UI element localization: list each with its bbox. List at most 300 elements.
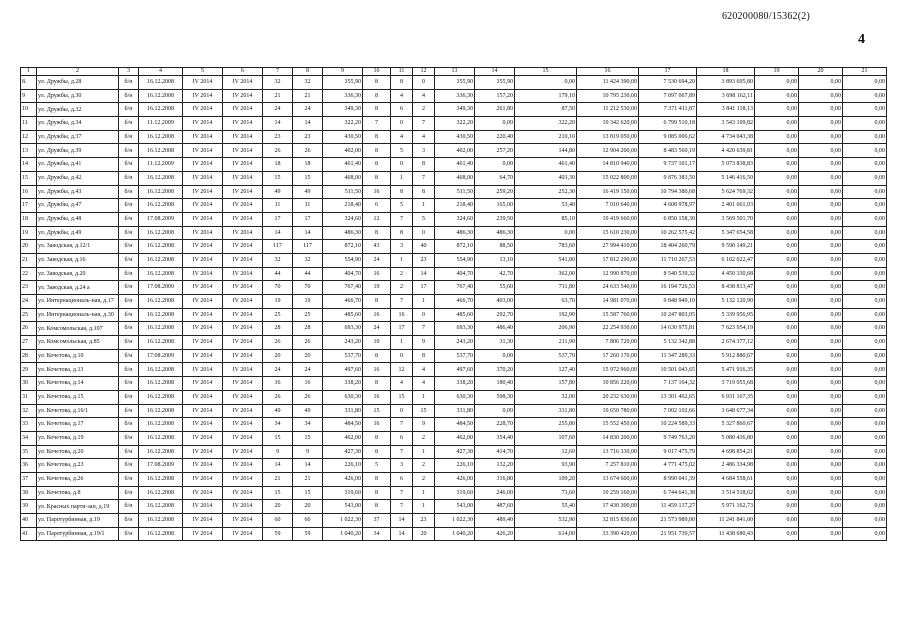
- table-cell: IV 2014: [183, 336, 223, 350]
- table-cell: 34: [363, 527, 391, 541]
- table-cell: 10 650 780,00: [577, 404, 639, 418]
- table-cell: б/н: [119, 404, 139, 418]
- table-cell: 0,00: [843, 103, 887, 117]
- table-cell: 107,60: [515, 431, 577, 445]
- table-cell: 0,00: [843, 281, 887, 295]
- table-cell: IV 2014: [183, 514, 223, 528]
- table-cell: 872,10: [435, 240, 475, 254]
- table-cell: 322,20: [515, 117, 577, 131]
- table-cell: 218,40: [323, 199, 363, 213]
- table-cell: 0: [413, 76, 435, 90]
- table-cell: 0,00: [799, 459, 843, 473]
- table-cell: 63,70: [515, 295, 577, 309]
- table-cell: 6 850 158,30: [639, 212, 697, 226]
- table-cell: 165,00: [475, 199, 515, 213]
- table-cell: 0,00: [475, 404, 515, 418]
- table-cell: 192,90: [515, 308, 577, 322]
- table-cell: 511,50: [435, 185, 475, 199]
- table-cell: 693,30: [323, 322, 363, 336]
- address-cell: ул. Дружбы, д.39: [37, 144, 119, 158]
- table-cell: 362,00: [515, 267, 577, 281]
- table-cell: 0,00: [799, 527, 843, 541]
- table-cell: 20: [263, 349, 293, 363]
- table-cell: 8.: [21, 76, 37, 90]
- table-cell: 11 438 680,43: [697, 527, 755, 541]
- column-header-17: 17: [639, 68, 697, 76]
- table-cell: б/н: [119, 459, 139, 473]
- table-cell: 8: [363, 349, 391, 363]
- table-cell: 12: [391, 363, 413, 377]
- table-cell: 15: [263, 486, 293, 500]
- table-cell: 32: [263, 253, 293, 267]
- table-cell: 70: [293, 281, 323, 295]
- table-cell: 0,00: [799, 253, 843, 267]
- table-cell: 0: [413, 308, 435, 322]
- table-cell: 14: [293, 459, 323, 473]
- table-cell: 210,10: [515, 130, 577, 144]
- table-cell: 17: [263, 212, 293, 226]
- address-cell: ул. Дружбы, д.43: [37, 185, 119, 199]
- address-cell: ул. Красных парти-зан, д.19: [37, 500, 119, 514]
- table-cell: IV 2014: [183, 308, 223, 322]
- table-cell: 14: [21, 158, 37, 172]
- table-cell: 0,00: [755, 253, 799, 267]
- address-cell: ул. Дружбы, д.48: [37, 212, 119, 226]
- table-cell: 0,00: [755, 390, 799, 404]
- table-cell: 22: [21, 267, 37, 281]
- table-cell: 0,00: [755, 171, 799, 185]
- table-cell: 7 257 810,00: [577, 459, 639, 473]
- table-cell: 355,90: [435, 76, 475, 90]
- table-cell: 16.12.2008: [139, 431, 183, 445]
- table-cell: 17: [21, 199, 37, 213]
- table-cell: 0,00: [843, 130, 887, 144]
- table-cell: 338,20: [435, 377, 475, 391]
- table-cell: 324,60: [323, 212, 363, 226]
- table-cell: 7: [391, 500, 413, 514]
- table-cell: 711,80: [515, 281, 577, 295]
- table-cell: 32,00: [515, 390, 577, 404]
- table-cell: 7 002 102,66: [639, 404, 697, 418]
- table-cell: 27 994 410,00: [577, 240, 639, 254]
- table-cell: 6 102 022,47: [697, 253, 755, 267]
- table-cell: IV 2014: [223, 267, 263, 281]
- table-cell: 319,60: [435, 486, 475, 500]
- table-cell: 8: [363, 486, 391, 500]
- address-cell: ул. Интернациональ-ная, д.17: [37, 295, 119, 309]
- table-cell: 20: [263, 500, 293, 514]
- address-cell: ул. Кочетова, д.16/1: [37, 404, 119, 418]
- table-cell: 0,00: [843, 472, 887, 486]
- table-cell: б/н: [119, 445, 139, 459]
- table-cell: б/н: [119, 418, 139, 432]
- table-cell: 17.08.2009: [139, 349, 183, 363]
- table-cell: 5 339 956,95: [697, 308, 755, 322]
- table-cell: IV 2014: [223, 253, 263, 267]
- column-header-8: 8: [293, 68, 323, 76]
- table-cell: 243,20: [323, 336, 363, 350]
- table-cell: 6: [391, 431, 413, 445]
- table-cell: 0,00: [755, 514, 799, 528]
- address-cell: ул. Комсомольская, д.85: [37, 336, 119, 350]
- table-cell: 0,00: [799, 130, 843, 144]
- table-cell: 4 734 043,38: [697, 130, 755, 144]
- table-cell: 0,00: [755, 377, 799, 391]
- table-cell: 630,30: [435, 390, 475, 404]
- table-cell: 8: [363, 103, 391, 117]
- table-cell: 322,20: [435, 117, 475, 131]
- table-cell: 537,70: [515, 349, 577, 363]
- table-cell: 9 848 949,10: [639, 295, 697, 309]
- table-cell: 132,20: [475, 459, 515, 473]
- table-cell: 7: [391, 295, 413, 309]
- table-cell: IV 2014: [223, 418, 263, 432]
- table-cell: 14: [263, 459, 293, 473]
- table-row: [21, 295, 887, 309]
- table-cell: IV 2014: [183, 103, 223, 117]
- table-cell: 3 841 118,13: [697, 103, 755, 117]
- table-cell: IV 2014: [183, 322, 223, 336]
- table-cell: 461,40: [515, 158, 577, 172]
- table-cell: 15: [363, 404, 391, 418]
- table-cell: IV 2014: [223, 117, 263, 131]
- table-cell: 59: [293, 527, 323, 541]
- table-cell: 1: [413, 445, 435, 459]
- table-cell: 179,10: [515, 89, 577, 103]
- table-cell: 630,30: [323, 390, 363, 404]
- table-cell: 1 022,30: [435, 514, 475, 528]
- table-cell: 292,70: [475, 308, 515, 322]
- table-row: [21, 459, 887, 473]
- table-cell: 0,00: [843, 308, 887, 322]
- table-row: [21, 185, 887, 199]
- table-cell: 17 812 290,00: [577, 253, 639, 267]
- column-header-14: 14: [475, 68, 515, 76]
- table-cell: 486,30: [475, 226, 515, 240]
- table-cell: 55,40: [515, 500, 577, 514]
- table-cell: 8: [363, 144, 391, 158]
- address-cell: ул. Кочетова, д.13: [37, 363, 119, 377]
- table-cell: 11 459 137,27: [639, 500, 697, 514]
- table-cell: IV 2014: [223, 171, 263, 185]
- table-cell: 0,00: [755, 226, 799, 240]
- table-cell: 9 737 101,17: [639, 158, 697, 172]
- table-cell: б/н: [119, 144, 139, 158]
- table-cell: 16.12.2008: [139, 130, 183, 144]
- table-cell: 461,40: [323, 158, 363, 172]
- table-cell: 331,80: [515, 404, 577, 418]
- table-cell: б/н: [119, 199, 139, 213]
- table-cell: IV 2014: [223, 144, 263, 158]
- table-cell: 0,00: [843, 418, 887, 432]
- table-cell: 319,60: [323, 486, 363, 500]
- table-cell: 16.12.2008: [139, 514, 183, 528]
- table-cell: 0,00: [843, 527, 887, 541]
- table-cell: 18: [263, 158, 293, 172]
- table-cell: IV 2014: [183, 281, 223, 295]
- table-cell: 0,00: [843, 199, 887, 213]
- table-cell: б/н: [119, 281, 139, 295]
- table-cell: 14 810 940,00: [577, 158, 639, 172]
- table-cell: 0,00: [799, 267, 843, 281]
- table-cell: 17: [293, 212, 323, 226]
- table-cell: 1: [413, 486, 435, 500]
- address-cell: ул. Кочетова, д.17: [37, 418, 119, 432]
- table-cell: 117: [263, 240, 293, 254]
- table-cell: 252,30: [515, 185, 577, 199]
- table-cell: 462,00: [435, 431, 475, 445]
- table-cell: 19: [293, 295, 323, 309]
- table-cell: 16.12.2008: [139, 253, 183, 267]
- table-cell: 0,00: [755, 185, 799, 199]
- table-cell: 427,30: [435, 445, 475, 459]
- table-cell: IV 2014: [223, 363, 263, 377]
- table-cell: 34: [293, 418, 323, 432]
- table-cell: 24: [293, 103, 323, 117]
- table-cell: 0,00: [755, 445, 799, 459]
- table-cell: 10 501 043,65: [639, 363, 697, 377]
- table-cell: 426,20: [475, 527, 515, 541]
- table-cell: 2: [391, 281, 413, 295]
- table-cell: 15 587 760,00: [577, 308, 639, 322]
- table-cell: 10 794 380,68: [639, 185, 697, 199]
- table-row: [21, 240, 887, 254]
- table-cell: 0: [413, 226, 435, 240]
- table-cell: 16: [293, 377, 323, 391]
- table-cell: 70: [263, 281, 293, 295]
- table-cell: 16 419 150,00: [577, 185, 639, 199]
- table-cell: IV 2014: [223, 514, 263, 528]
- table-cell: 5 132 120,90: [697, 295, 755, 309]
- table-cell: 34: [21, 431, 37, 445]
- table-cell: б/н: [119, 185, 139, 199]
- table-cell: 3 719 055,68: [697, 377, 755, 391]
- table-cell: 11: [21, 117, 37, 131]
- table-cell: 10 259 160,00: [577, 486, 639, 500]
- table-cell: б/н: [119, 130, 139, 144]
- table-cell: 220,40: [475, 130, 515, 144]
- table-cell: 336,30: [435, 89, 475, 103]
- table-cell: 511,50: [323, 185, 363, 199]
- table-cell: 32: [263, 76, 293, 90]
- table-cell: 13 819 050,00: [577, 130, 639, 144]
- table-cell: 24: [21, 295, 37, 309]
- table-cell: 8: [363, 89, 391, 103]
- table-cell: 7 806 720,00: [577, 336, 639, 350]
- table-cell: 9 590 149,21: [697, 240, 755, 254]
- column-number-row: [21, 68, 887, 76]
- table-cell: 2 401 661,03: [697, 199, 755, 213]
- table-cell: 21 951 739,57: [639, 527, 697, 541]
- table-cell: 16.12.2008: [139, 472, 183, 486]
- table-cell: 15 610 230,00: [577, 226, 639, 240]
- table-cell: IV 2014: [183, 390, 223, 404]
- address-cell: ул. Дружбы, д.28: [37, 76, 119, 90]
- column-header-9: 9: [323, 68, 363, 76]
- table-cell: 543,00: [435, 500, 475, 514]
- table-cell: 9: [413, 418, 435, 432]
- table-cell: IV 2014: [183, 445, 223, 459]
- table-cell: IV 2014: [183, 130, 223, 144]
- table-cell: IV 2014: [223, 404, 263, 418]
- table-cell: IV 2014: [223, 158, 263, 172]
- table-cell: 211,90: [515, 336, 577, 350]
- table-cell: 14 981 070,00: [577, 295, 639, 309]
- table-cell: 15: [293, 171, 323, 185]
- table-cell: 157,20: [475, 89, 515, 103]
- table-cell: IV 2014: [223, 459, 263, 473]
- table-cell: 27: [21, 336, 37, 350]
- table-cell: б/н: [119, 158, 139, 172]
- table-cell: 0,00: [843, 445, 887, 459]
- table-cell: 218,40: [435, 199, 475, 213]
- table-cell: 16.12.2008: [139, 336, 183, 350]
- table-cell: 3 514 518,62: [697, 486, 755, 500]
- table-cell: IV 2014: [183, 349, 223, 363]
- table-cell: 20: [293, 349, 323, 363]
- table-cell: 16: [391, 308, 413, 322]
- table-cell: б/н: [119, 363, 139, 377]
- table-cell: IV 2014: [223, 431, 263, 445]
- table-cell: 33 390 420,00: [577, 527, 639, 541]
- table-cell: 49: [263, 185, 293, 199]
- table-cell: 25: [263, 308, 293, 322]
- table-cell: 338,20: [323, 377, 363, 391]
- table-cell: 0,00: [843, 322, 887, 336]
- table-cell: 17 260 170,00: [577, 349, 639, 363]
- table-cell: IV 2014: [183, 117, 223, 131]
- address-cell: ул. Дружбы, д.30: [37, 89, 119, 103]
- table-cell: 554,90: [435, 253, 475, 267]
- table-cell: 322,20: [323, 117, 363, 131]
- table-cell: 537,70: [323, 349, 363, 363]
- table-cell: 8: [363, 445, 391, 459]
- table-cell: 16.12.2008: [139, 308, 183, 322]
- table-cell: 6 744 641,38: [639, 486, 697, 500]
- table-row: [21, 514, 887, 528]
- table-row: [21, 418, 887, 432]
- table-cell: 16: [363, 267, 391, 281]
- table-cell: 4: [413, 363, 435, 377]
- table-cell: 24: [293, 363, 323, 377]
- table-cell: IV 2014: [183, 418, 223, 432]
- table-cell: 157,80: [515, 377, 577, 391]
- address-cell: ул. Заводская, д.20: [37, 267, 119, 281]
- table-cell: 7 010 640,00: [577, 199, 639, 213]
- table-cell: 0,00: [799, 390, 843, 404]
- table-cell: 8: [363, 76, 391, 90]
- table-cell: 461,40: [435, 158, 475, 172]
- table-cell: 0,00: [843, 144, 887, 158]
- table-cell: 0,00: [755, 500, 799, 514]
- table-cell: IV 2014: [223, 295, 263, 309]
- table-cell: 4 608 978,97: [639, 199, 697, 213]
- column-header-7: 7: [263, 68, 293, 76]
- table-cell: 0,00: [843, 117, 887, 131]
- table-cell: 0,00: [755, 472, 799, 486]
- table-cell: 13 301 462,65: [639, 390, 697, 404]
- table-cell: 11 212 530,00: [577, 103, 639, 117]
- table-cell: 15 972 960,00: [577, 363, 639, 377]
- table-cell: 486,30: [435, 226, 475, 240]
- address-cell: ул. Комсомольская, д.107: [37, 322, 119, 336]
- table-cell: 206,90: [515, 322, 577, 336]
- table-cell: 16: [363, 418, 391, 432]
- table-cell: 6: [363, 199, 391, 213]
- table-cell: 0,00: [755, 158, 799, 172]
- table-cell: 598,30: [475, 390, 515, 404]
- table-cell: 0,00: [843, 431, 887, 445]
- table-cell: 1 040,20: [323, 527, 363, 541]
- table-cell: 1: [413, 199, 435, 213]
- table-cell: 0: [391, 349, 413, 363]
- table-cell: 0: [391, 158, 413, 172]
- table-cell: 1: [413, 295, 435, 309]
- table-cell: 0,00: [755, 459, 799, 473]
- table-cell: 16.12.2008: [139, 404, 183, 418]
- table-cell: 18: [293, 158, 323, 172]
- table-cell: 4: [413, 377, 435, 391]
- table-cell: б/н: [119, 336, 139, 350]
- table-cell: 0,00: [799, 185, 843, 199]
- table-cell: 486,40: [475, 322, 515, 336]
- table-cell: 19: [21, 226, 37, 240]
- table-cell: 144,80: [515, 144, 577, 158]
- column-header-18: 18: [697, 68, 755, 76]
- table-cell: 26: [21, 322, 37, 336]
- table-cell: 12,60: [515, 445, 577, 459]
- table-cell: 18: [21, 212, 37, 226]
- table-cell: 6: [391, 472, 413, 486]
- table-cell: IV 2014: [223, 185, 263, 199]
- table-cell: 8: [363, 226, 391, 240]
- table-cell: 0,00: [799, 89, 843, 103]
- table-cell: 9 085 006,62: [639, 130, 697, 144]
- table-cell: 16: [363, 363, 391, 377]
- table-cell: 0,00: [755, 89, 799, 103]
- table-cell: 16.12.2008: [139, 240, 183, 254]
- table-row: [21, 363, 887, 377]
- table-cell: 2: [391, 267, 413, 281]
- table-cell: 59: [263, 527, 293, 541]
- table-cell: 0,00: [843, 404, 887, 418]
- table-cell: б/н: [119, 527, 139, 541]
- table-cell: 11 347 289,33: [639, 349, 697, 363]
- table-cell: 85,10: [515, 212, 577, 226]
- table-cell: 5 624 769,32: [697, 185, 755, 199]
- table-cell: 0,00: [843, 349, 887, 363]
- table-cell: 0,00: [755, 308, 799, 322]
- table-cell: 261,80: [475, 103, 515, 117]
- table-cell: 9 017 475,79: [639, 445, 697, 459]
- table-cell: 8 483 560,19: [639, 144, 697, 158]
- table-cell: 8: [391, 185, 413, 199]
- table-cell: 0,00: [799, 500, 843, 514]
- table-cell: 17: [391, 322, 413, 336]
- table-cell: 402,00: [435, 144, 475, 158]
- table-cell: 127,40: [515, 363, 577, 377]
- table-cell: IV 2014: [223, 527, 263, 541]
- table-cell: 44: [263, 267, 293, 281]
- table-cell: 25: [293, 308, 323, 322]
- table-row: [21, 267, 887, 281]
- table-cell: 6 799 510,18: [639, 117, 697, 131]
- table-cell: 324,60: [435, 212, 475, 226]
- table-cell: 3 893 695,80: [697, 76, 755, 90]
- table-cell: 15: [391, 390, 413, 404]
- table-cell: 33: [21, 418, 37, 432]
- table-cell: 2: [413, 431, 435, 445]
